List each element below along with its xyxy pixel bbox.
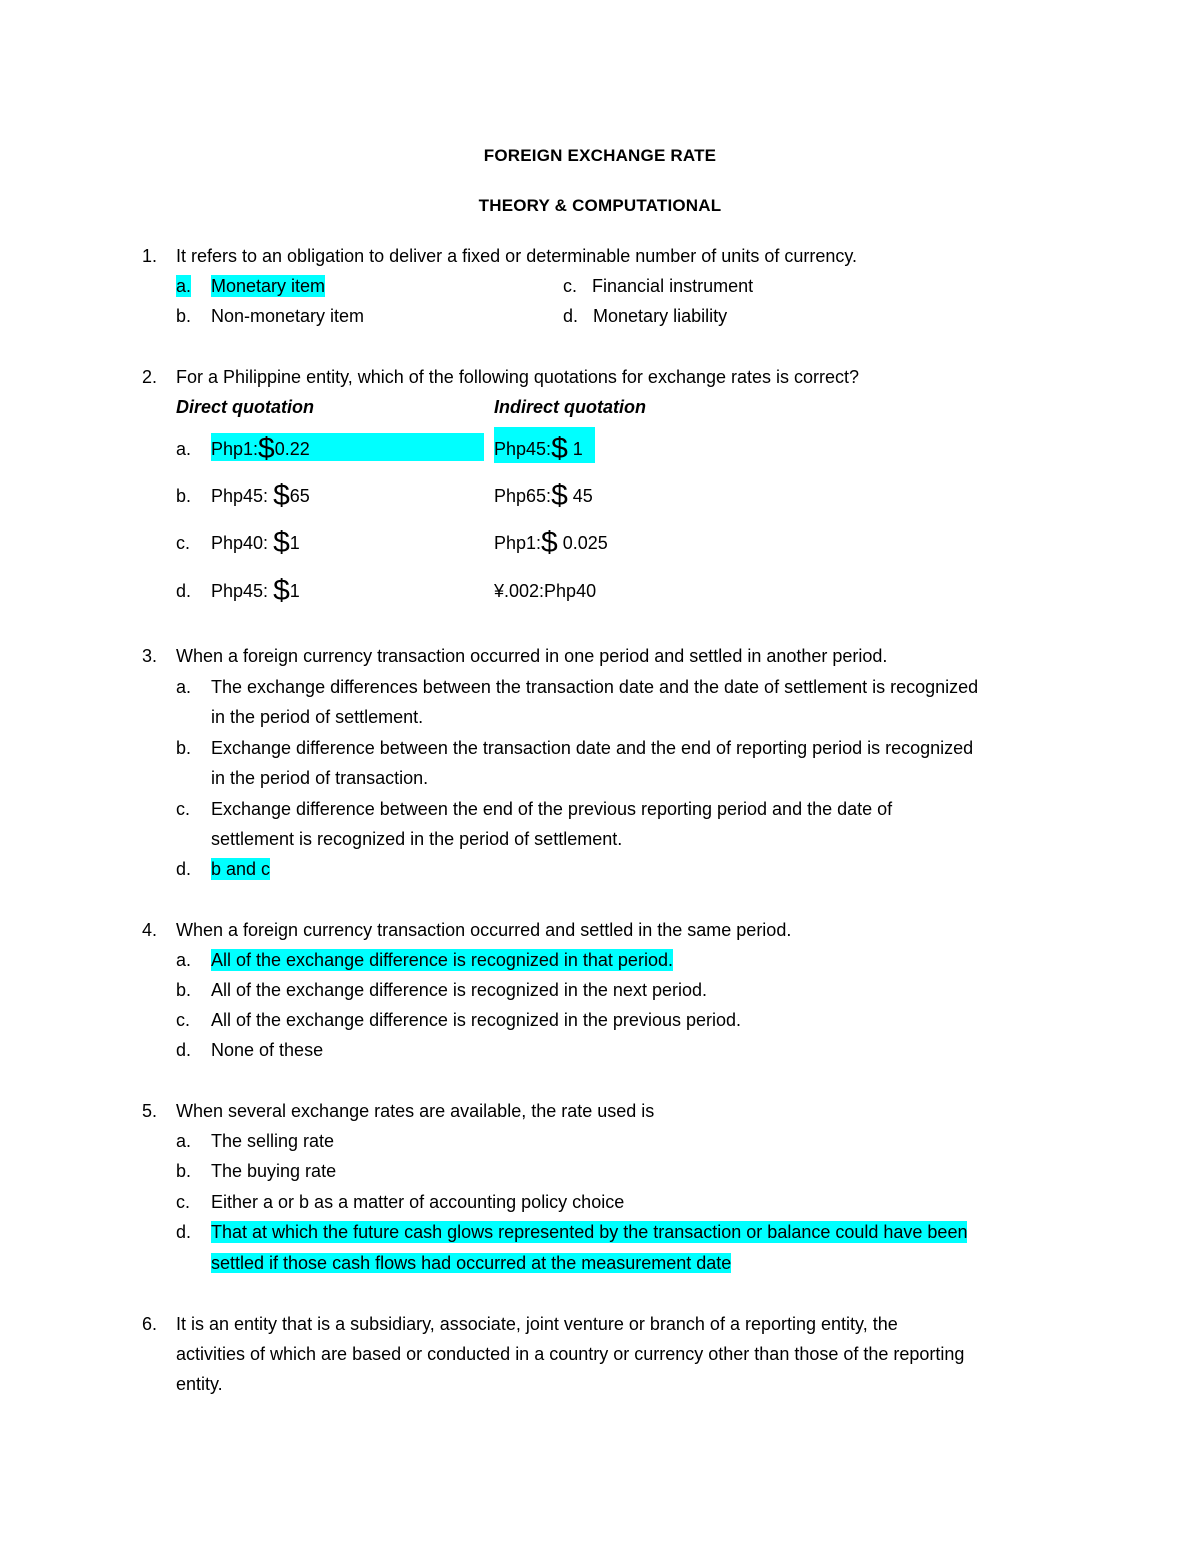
question-number: 5.	[142, 1101, 158, 1121]
indirect-rate-prefix: Php1:	[494, 533, 542, 553]
option-2b-letter: b.	[176, 486, 192, 506]
option-letter: d.	[176, 1040, 192, 1060]
question-number: 4.	[142, 920, 158, 940]
question-text: It refers to an obligation to deliver a fixed or determinable number of units of currency.	[176, 246, 858, 266]
option-text: The selling rate	[211, 1131, 335, 1151]
direct-rate-prefix: Php1:	[211, 439, 259, 459]
indirect-rate-value: 0.025	[562, 533, 608, 553]
dollar-sign: $	[273, 574, 290, 607]
indirect-rate-value: 1	[572, 439, 583, 459]
dollar-sign: $	[541, 526, 558, 559]
option-2d-direct	[211, 574, 300, 607]
option-text: Monetary item	[211, 276, 326, 296]
option-2c-indirect	[494, 526, 608, 559]
header-direct-quotation: Direct quotation	[176, 397, 314, 417]
option-letter: a.	[176, 276, 192, 296]
option-text: All of the exchange difference is recognized in the next period.	[211, 980, 707, 1000]
option-text-continued: in the period of settlement.	[211, 707, 424, 727]
direct-rate-value: 1	[289, 581, 300, 601]
option-letter: d.	[563, 306, 579, 326]
direct-rate-value: 1	[289, 533, 300, 553]
question-text: When a foreign currency transaction occurred in one period and settled in another period.	[176, 646, 888, 666]
option-text-continued	[211, 1252, 731, 1274]
option-2a-indirect	[494, 432, 583, 465]
option-text: settled if those cash flows had occurred at the measurement date	[211, 1253, 732, 1273]
option-text: Exchange difference between the transaction date and the end of reporting period is recognized	[211, 738, 974, 758]
indirect-rate-prefix: Php65:	[494, 486, 552, 506]
question-number: 1.	[142, 246, 158, 266]
question-number: 2.	[142, 367, 158, 387]
direct-rate-value: 0.22	[274, 439, 310, 459]
option-2c-direct	[211, 526, 300, 559]
option-text: The buying rate	[211, 1161, 337, 1181]
indirect-rate-prefix: Php45:	[494, 439, 552, 459]
option-2a-direct	[211, 432, 310, 465]
option-letter: c.	[176, 1010, 191, 1030]
option-2d-letter: d.	[176, 581, 192, 601]
option-text: All of the exchange difference is recognized in that period.	[211, 950, 673, 970]
option-letter: c.	[563, 276, 578, 296]
option-2b-indirect	[494, 479, 593, 512]
option-letter: b.	[176, 306, 192, 326]
option-1d	[563, 305, 727, 327]
option-letter: d.	[176, 1222, 192, 1242]
option-text: Non-monetary item	[211, 306, 365, 326]
question-text-continued: activities of which are based or conducted in a country or currency other than those of the reporting	[176, 1344, 965, 1364]
dollar-sign: $	[551, 432, 568, 465]
direct-rate-prefix: Php45:	[211, 581, 269, 601]
direct-rate-prefix: Php40:	[211, 533, 269, 553]
question-number: 6.	[142, 1314, 158, 1334]
option-letter: a.	[176, 677, 192, 697]
option-text: Either a or b as a matter of accounting policy choice	[211, 1192, 625, 1212]
option-letter: b.	[176, 980, 192, 1000]
option-text: Financial instrument	[592, 276, 754, 296]
question-text: It is an entity that is a subsidiary, associate, joint venture or branch of a reporting entity, the	[176, 1314, 898, 1334]
option-letter: b.	[176, 1161, 192, 1181]
header-indirect-quotation: Indirect quotation	[494, 397, 646, 417]
option-letter: d.	[176, 859, 192, 879]
dollar-sign: $	[273, 479, 290, 512]
option-text: None of these	[211, 1040, 324, 1060]
question-text: When several exchange rates are available, the rate used is	[176, 1101, 655, 1121]
option-letter: b.	[176, 738, 192, 758]
option-2c-letter: c.	[176, 533, 191, 553]
option-letter: c.	[176, 1192, 191, 1212]
question-number: 3.	[142, 646, 158, 666]
option-2a-letter: a.	[176, 439, 192, 459]
option-text: b and c	[211, 859, 271, 879]
document-title: FOREIGN EXCHANGE RATE	[483, 146, 717, 165]
direct-rate-value: 65	[289, 486, 310, 506]
dollar-sign: $	[551, 479, 568, 512]
option-text: All of the exchange difference is recognized in the previous period.	[211, 1010, 741, 1030]
document-subtitle: THEORY & COMPUTATIONAL	[478, 196, 722, 215]
option-text: That at which the future cash glows represented by the transaction or balance could have been	[211, 1222, 968, 1242]
direct-rate-prefix: Php45:	[211, 486, 269, 506]
option-letter: a.	[176, 950, 192, 970]
indirect-rate-value: 45	[572, 486, 593, 506]
option-1c	[563, 275, 753, 297]
question-text-continued: entity.	[176, 1374, 223, 1394]
option-text: Monetary liability	[593, 306, 728, 326]
option-letter: c.	[176, 799, 191, 819]
option-2b-direct	[211, 479, 310, 512]
option-text-continued: in the period of transaction.	[211, 768, 429, 788]
option-text: Exchange difference between the end of the previous reporting period and the date of	[211, 799, 893, 819]
option-text-continued: settlement is recognized in the period of settlement.	[211, 829, 623, 849]
dollar-sign: $	[273, 526, 290, 559]
question-text: For a Philippine entity, which of the following quotations for exchange rates is correct?	[176, 367, 860, 387]
question-text: When a foreign currency transaction occurred and settled in the same period.	[176, 920, 792, 940]
dollar-sign: $	[258, 432, 275, 465]
option-2d-indirect: ¥.002:Php40	[494, 581, 597, 601]
option-text: The exchange differences between the transaction date and the date of settlement is recognized	[211, 677, 979, 697]
option-letter: a.	[176, 1131, 192, 1151]
